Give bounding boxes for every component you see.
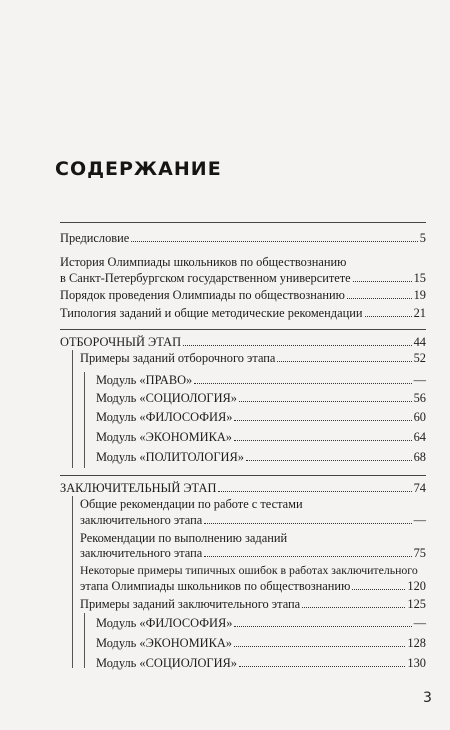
toc-entry: Модуль «ФИЛОСОФИЯ» 60 <box>96 410 426 424</box>
toc-entry: Модуль «ЭКОНОМИКА» 128 <box>96 636 426 650</box>
subsection-bracket <box>84 613 85 668</box>
toc-entry: Типология заданий и общие методические рекомендации 21 <box>60 306 426 320</box>
toc-entry: Модуль «СОЦИОЛОГИЯ» 56 <box>96 391 426 405</box>
toc-section-entry: ЗАКЛЮЧИТЕЛЬНЫЙ ЭТАП 74 <box>60 481 426 495</box>
toc-entry-line: История Олимпиады школьников по обществознанию <box>60 255 347 269</box>
toc-entry: Модуль «ПРАВО» — <box>96 373 426 387</box>
toc-entry: Примеры заданий заключительного этапа 125 <box>80 597 426 611</box>
toc-entry: Модуль «ФИЛОСОФИЯ» — <box>96 616 426 630</box>
toc-entry: этапа Олимпиады школьников по обществознанию 120 <box>80 579 426 593</box>
section-bracket <box>72 496 73 668</box>
toc-entry: Примеры заданий отборочного этапа 52 <box>80 351 426 365</box>
toc-entry: Порядок проведения Олимпиады по обществознанию 19 <box>60 288 426 302</box>
section-bracket <box>72 350 73 468</box>
toc-entry: заключительного этапа — <box>80 513 426 527</box>
toc-entry: заключительного этапа 75 <box>80 546 426 560</box>
toc-entry: Предисловие 5 <box>60 231 426 245</box>
section-rule <box>60 475 426 476</box>
toc-entry-line: Некоторые примеры типичных ошибок в работах заключительного <box>80 563 418 577</box>
toc-entry: Модуль «СОЦИОЛОГИЯ» 130 <box>96 656 426 670</box>
page-title: СОДЕРЖАНИЕ <box>55 158 222 180</box>
toc-entry-line: Рекомендации по выполнению заданий <box>80 531 288 545</box>
page-number: 3 <box>423 690 432 706</box>
toc-entry: Модуль «ЭКОНОМИКА» 64 <box>96 430 426 444</box>
toc-entry: Модуль «ПОЛИТОЛОГИЯ» 68 <box>96 450 426 464</box>
toc-top-rule <box>60 222 426 223</box>
toc-entry-line: Общие рекомендации по работе с тестами <box>80 497 303 511</box>
subsection-bracket <box>84 372 85 468</box>
section-rule <box>60 329 426 330</box>
toc-section-entry: ОТБОРОЧНЫЙ ЭТАП 44 <box>60 335 426 349</box>
toc-entry: в Санкт-Петербургском государственном университете 15 <box>60 271 426 285</box>
